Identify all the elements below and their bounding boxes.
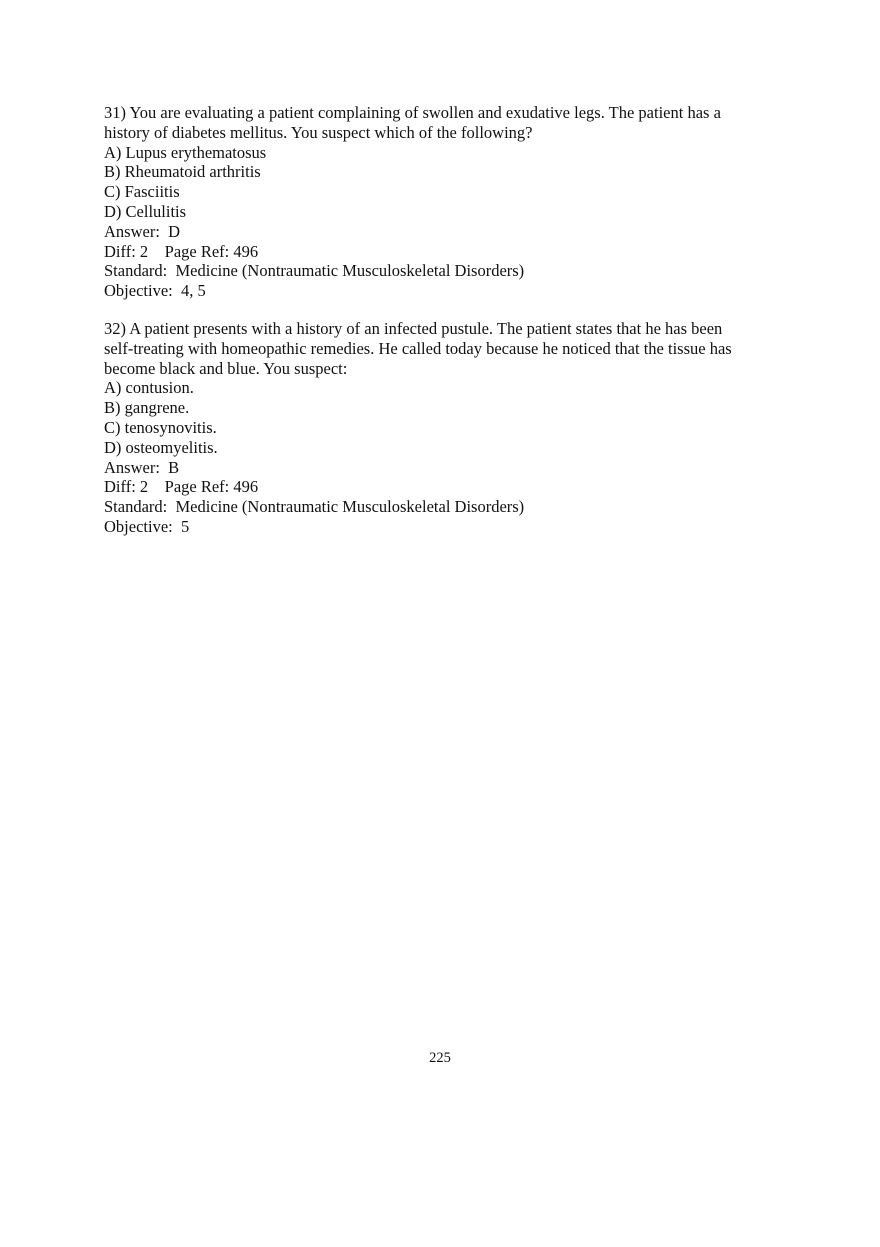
question-stem-line: 31) You are evaluating a patient complaining of swollen and exudative legs. The patient has a: [104, 103, 721, 122]
question-31: [104, 103, 784, 301]
question-stem-line: 32) A patient presents with a history of an infected pustule. The patient states that he has been: [104, 318, 723, 338]
answer-key: Answer: D: [104, 221, 181, 241]
page-reference: Page Ref: 496: [164, 477, 259, 497]
question-list: [104, 103, 784, 537]
objective: Objective: 5: [104, 516, 190, 536]
answer-option-b: B) Rheumatoid arthritis: [104, 162, 261, 182]
page-reference: Page Ref: 496: [164, 241, 259, 261]
objective: Objective: 4, 5: [104, 281, 206, 301]
question-32: [104, 319, 784, 537]
answer-option-a: A) contusion.: [104, 378, 194, 398]
difficulty: Diff: 2: [104, 241, 149, 261]
answer-option-c: C) Fasciitis: [104, 182, 180, 202]
question-stem-line: self-treating with homeopathic remedies. He called today because he noticed that the tissue has: [104, 338, 732, 358]
standard: Standard: Medicine (Nontraumatic Musculoskeletal Disorders): [104, 261, 525, 281]
answer-option-d: D) Cellulitis: [104, 201, 187, 221]
answer-option-d: D) osteomyelitis.: [104, 437, 218, 457]
answer-option-a: A) Lupus erythematosus: [104, 142, 267, 162]
question-stem-line: become black and blue. You suspect:: [104, 358, 348, 378]
question-stem-line: history of diabetes mellitus. You suspect which of the following?: [104, 122, 533, 142]
standard: Standard: Medicine (Nontraumatic Musculoskeletal Disorders): [104, 497, 525, 517]
difficulty-row: [104, 477, 784, 497]
difficulty-row: [104, 242, 784, 262]
page-number: 225: [429, 1050, 451, 1066]
answer-option-c: C) tenosynovitis.: [104, 417, 217, 437]
answer-key: Answer: B: [104, 457, 180, 477]
difficulty: Diff: 2: [104, 477, 149, 497]
answer-option-b: B) gangrene.: [104, 398, 190, 418]
